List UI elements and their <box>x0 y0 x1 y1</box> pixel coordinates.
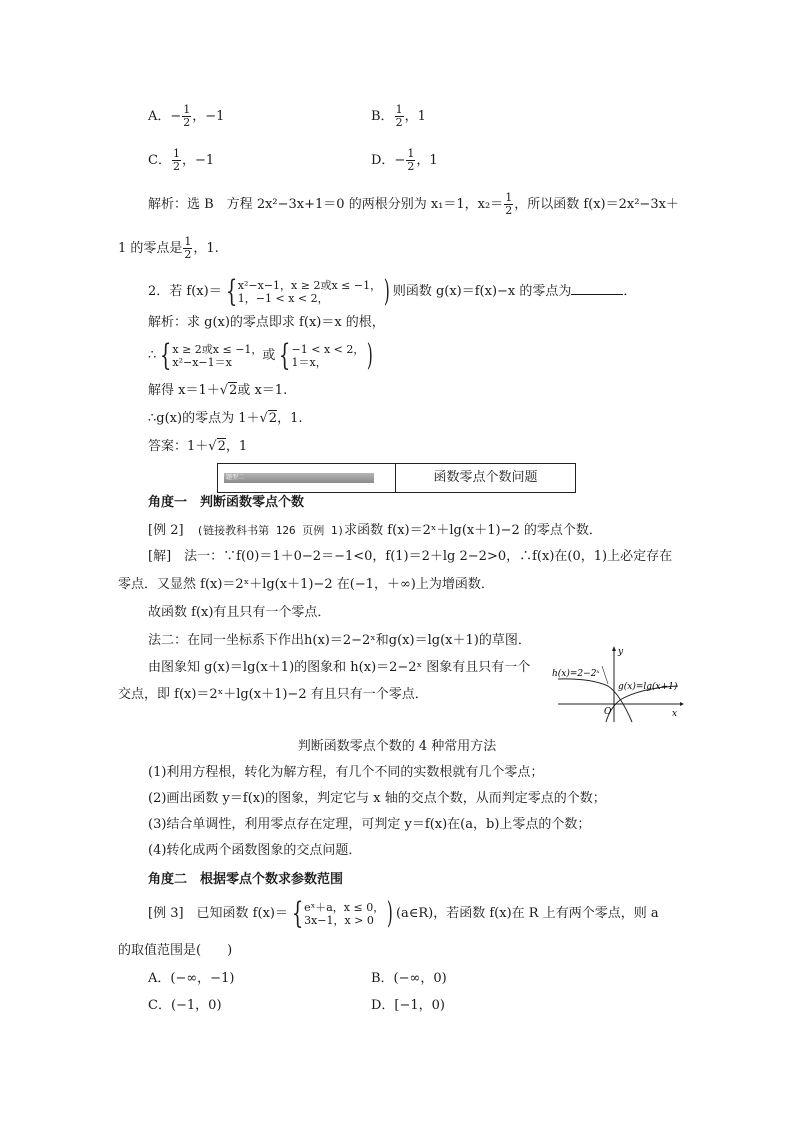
system-1: x ≥ 2或x ≤ −1， x²−x−1＝x <box>172 342 263 369</box>
left-brace: { <box>279 337 291 373</box>
right-brace: ) <box>384 273 390 309</box>
option-c: C． $\frac{1}{2}$ ，−1 <box>148 147 215 173</box>
option-a: A．− $\frac{1}{2}$ ，−1 <box>148 103 225 129</box>
fraction-half: $\frac{1}{2}$ <box>183 103 191 129</box>
question-2: 2．若 f(x)＝ { x²−x−1，x ≥ 2或x ≤ −1， 1，−1 < x < 2， ) 则函数 g(x)＝f(x)−x 的零点为 ． <box>148 273 637 309</box>
x-axis-label: x <box>672 709 678 719</box>
solution-line3: 故函数 f(x)有且只有一个零点． <box>148 605 331 620</box>
section-title: 函数零点个数问题 <box>433 470 538 485</box>
answer-blank <box>571 282 623 295</box>
angle-2-title: 角度二 根据零点个数求参数范围 <box>148 872 344 887</box>
solution-line4: 法二：在同一坐标系下作出h(x)＝2−2ˣ和g(x)＝lg(x＋1)的草图． <box>148 633 531 648</box>
y-axis-label: y <box>618 647 624 657</box>
origin-label: O <box>604 707 612 717</box>
left-brace: { <box>160 337 172 373</box>
q2-system: ∴ { x ≥ 2或x ≤ −1， x²−x−1＝x 或 { −1 < x < 2， 1＝x， ) <box>148 337 374 373</box>
example-3-line2: 的取值范围是( ) <box>118 943 233 958</box>
section-header-box <box>217 463 576 493</box>
fraction-half: $\frac{1}{2}$ <box>395 103 403 129</box>
option-d: D．− $\frac{1}{2}$ ，1 <box>371 147 438 173</box>
ex3-option-c: C．(−1，0) <box>148 998 222 1013</box>
h-label: h(x)=2−2ˣ <box>552 669 600 679</box>
q1-analysis-line2: 1 的零点是 $\frac{1}{2}$ ，1. <box>118 235 219 261</box>
q2-answer: 答案：1＋√2，1 <box>148 439 248 454</box>
right-brace: ) <box>367 337 374 373</box>
q2-solve: 解得 x＝1＋√2或 x＝1. <box>148 383 288 398</box>
solution-line5: 由图象知 g(x)＝lg(x＋1)的图象和 h(x)＝2−2ˣ 图象有且只有一个 <box>148 660 531 675</box>
section-tag-cell <box>218 464 396 492</box>
section-tag-label: 题型二 <box>226 474 245 481</box>
example-2: [例 2] (链接教科书第 126 页例 1)求函数 f(x)＝2ˣ＋lg(x＋1)−2 的零点个数． <box>148 523 602 538</box>
option-b: B． $\frac{1}{2}$ ，1 <box>371 103 426 129</box>
method-2: (2)画出函数 y＝f(x)的图象，判定它与 x 轴的交点个数，从而判定零点的个数； <box>148 791 606 806</box>
ex3-option-d: D．[−1，0) <box>371 998 446 1013</box>
q2-analysis: 解析：求 g(x)的零点即求 f(x)＝x 的根， <box>148 315 385 330</box>
ex3-option-b: B．(−∞，0) <box>371 971 447 986</box>
methods-title: 判断函数零点个数的 4 种常用方法 <box>297 739 497 754</box>
right-brace: ) <box>387 895 394 931</box>
x-axis-arrow <box>680 702 684 706</box>
h-label-leader <box>602 666 608 684</box>
left-brace: { <box>225 273 237 309</box>
fraction-half: $\frac{1}{2}$ <box>172 147 180 173</box>
fraction-half: $\frac{1}{2}$ <box>505 191 513 217</box>
method-4: (4)转化成两个函数图象的交点问题． <box>148 843 362 858</box>
solution-line1: [解] 法一：∵f(0)＝1＋0−2＝−1<0，f(1)＝2＋lg 2−2>0，∴f(x)在(0，1)上必定存在 <box>148 549 673 564</box>
q2-zeros: ∴g(x)的零点为 1＋√2，1. <box>148 411 303 426</box>
q1-analysis-line1: 解析：选 B 方程 2x²−3x+1＝0 的两根分别为 x₁＝1，x₂＝ $\frac{1}{2}$ ，所以函数 f(x)＝2x²−3x＋ <box>148 191 679 217</box>
fraction-half: $\frac{1}{2}$ <box>407 147 415 173</box>
piecewise-cases: x²−x−1，x ≥ 2或x ≤ −1， 1，−1 < x < 2， <box>237 278 382 305</box>
y-axis-arrow <box>612 646 616 651</box>
solution-line6: 交点，即 f(x)＝2ˣ＋lg(x＋1)−2 有且只有一个零点． <box>118 687 428 702</box>
fraction-half: $\frac{1}{2}$ <box>184 235 192 261</box>
section-tag-bar <box>224 473 374 483</box>
left-brace: { <box>291 895 304 931</box>
piecewise-cases: eˣ＋a，x ≤ 0， 3x−1，x > 0 <box>304 900 385 927</box>
method-1: (1)利用方程根，转化为解方程，有几个不同的实数根就有几个零点； <box>148 765 544 780</box>
method-3: (3)结合单调性，利用零点存在定理，可判定 y＝f(x)在(a，b)上零点的个数； <box>148 817 591 832</box>
function-graph <box>550 642 690 724</box>
angle-1-title: 角度一 判断函数零点个数 <box>148 495 305 510</box>
system-2: −1 < x < 2， 1＝x， <box>291 342 365 369</box>
g-label: g(x)=lg(x+1) <box>618 682 678 692</box>
example-3: [例 3] 已知函数 f(x)＝ { eˣ＋a，x ≤ 0， 3x−1，x > 0 ) (a∈R)，若函数 f(x)在 R 上有两个零点，则 a <box>148 895 659 931</box>
ex3-option-a: A．(−∞，−1) <box>148 971 235 986</box>
solution-line2: 零点．又显然 f(x)＝2ˣ＋lg(x＋1)−2 在(−1，＋∞)上为增函数． <box>118 577 494 592</box>
